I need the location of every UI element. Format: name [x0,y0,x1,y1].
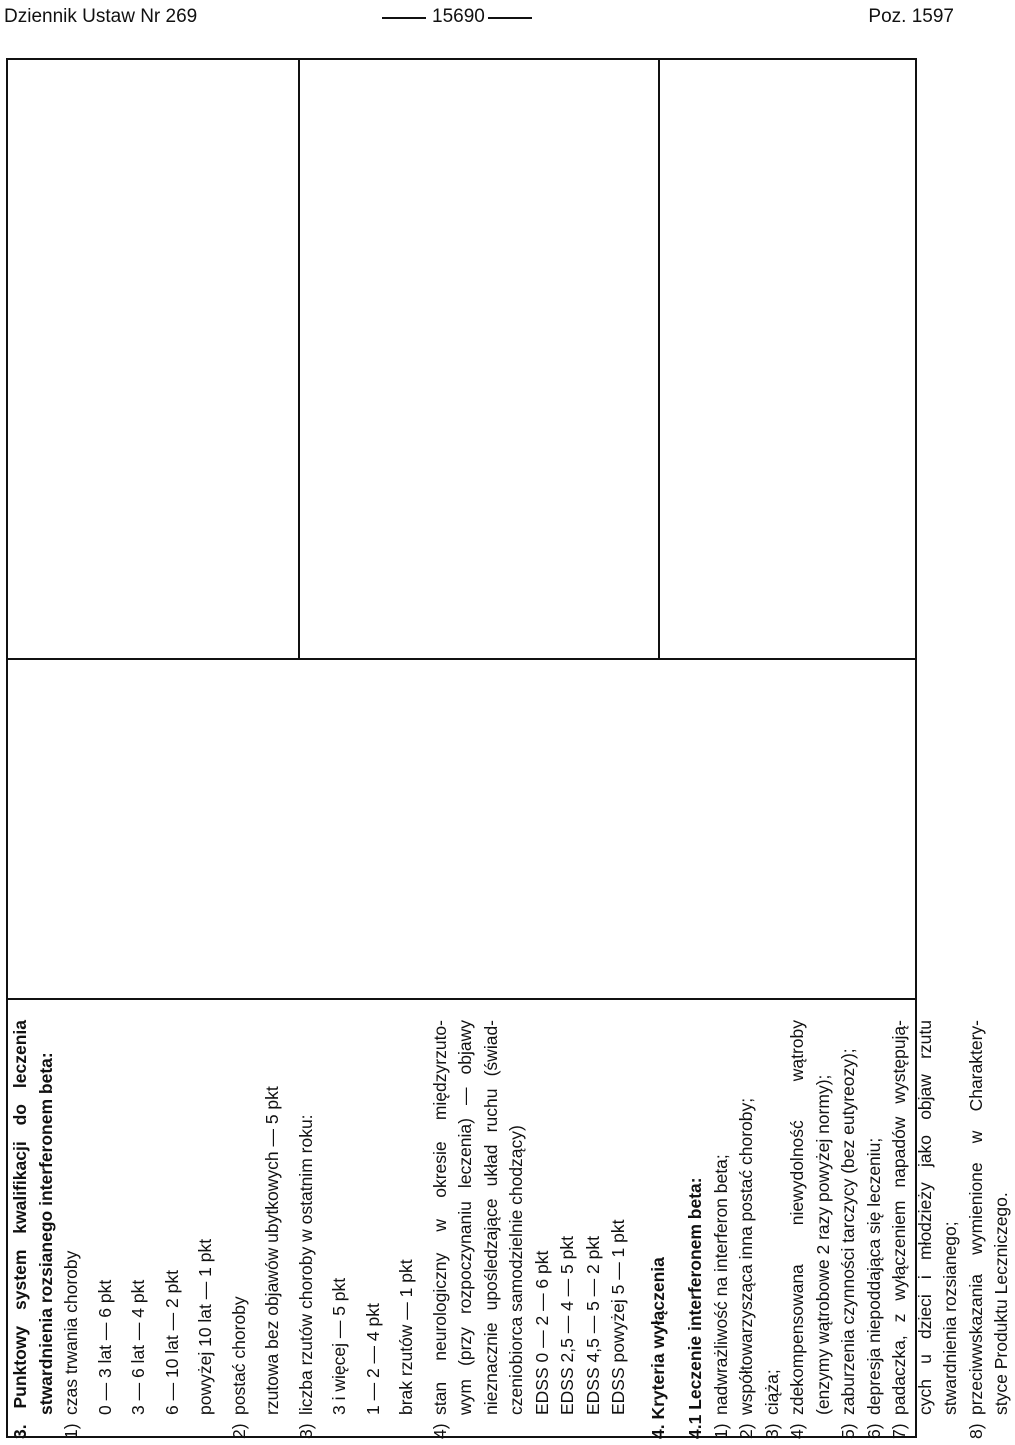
exclusion-list [709,1020,1015,1439]
table-divider-1 [8,658,915,660]
exclusion-item: 2) współtowarzysząca inna postać choroby; [736,1097,756,1439]
score-line: 1 — 2 — 4 pkt [362,1303,383,1415]
score-line: rzutowa bez objawów ubytkowych — 5 pkt [262,1086,282,1415]
exclusion-item: 7) padaczka, z wyłączeniem napadów występują- cych u dzieci i młodzieży jako objaw rzutu stwardnienia rozsianego; [889,1020,960,1439]
list-item: 3) liczba rzutów choroby w ostatnim roku: [295,1114,316,1439]
position-number: Poz. 1597 [868,6,954,27]
section-3-title: 3. Punktowy system kwalifikacji do leczenia stwardnienia rozsianego interferonem beta: [10,1020,56,1439]
section-4-1-title: 4.1 Leczenie interferonem beta: [685,1177,705,1439]
score-line: EDSS 0 — 2 — 6 pkt [531,1250,552,1415]
table-column-line-2 [658,60,660,658]
journal-name: Dziennik Ustaw Nr 269 [4,6,198,27]
exclusion-item: 6) depresja niepoddająca się leczeniu; [863,1137,884,1439]
exclusion-item: 1) nadwrażliwość na interferon beta; [710,1154,731,1439]
exclusion-item: 5) zaburzenia czynności tarczycy (bez eutyreozy); [838,1048,858,1439]
score-line: EDSS powyżej 5 — 1 pkt [608,1219,628,1415]
header-dash-right [488,17,532,19]
score-line: 0 — 3 lat — 6 pkt [94,1279,115,1415]
score-line: EDSS 4,5 — 5 — 2 pkt [582,1236,603,1415]
header-dash-left [382,17,426,19]
rotated-content [0,1005,1011,1445]
exclusion-item: 4) zdekompensowana niewydolność wątroby (enzymy wątrobowe 2 razy powyżej normy); [787,1020,833,1439]
score-line: 3 i więcej — 5 pkt [329,1277,349,1415]
score-line: 3 — 6 lat — 4 pkt [128,1279,148,1415]
criteria-column [0,1020,1011,1445]
table-divider-2 [8,998,915,1000]
page-header [0,0,960,36]
list-item: 2) postać choroby [228,1296,249,1439]
score-line: powyżej 10 lat — 1 pkt [195,1238,215,1415]
score-line: 6 — 10 lat — 2 pkt [161,1270,182,1415]
list-item: 4) stan neurologiczny w okresie międzyrzuto- wym (przy rozpoczynaniu leczenia) — objawy nieznacznie upośledzające układ ruchu (świad- czeniobiorca samodzielnie chodzący) [429,1020,526,1439]
page-number: 15690 [432,6,485,27]
list-item: 1) czas trwania choroby [61,1250,81,1439]
score-line: EDSS 2,5 — 4 — 5 pkt [557,1236,577,1415]
exclusion-item: 3) ciąża; [761,1369,782,1439]
exclusion-item: 8) przeciwwskazania wymienione w Charaktery- styce Produktu Leczniczego. [965,1020,1011,1439]
table-column-line-1 [298,60,300,658]
score-line: brak rzutów — 1 pkt [396,1259,416,1415]
section-4-title: 4. Kryteria wyłączenia [647,1257,668,1439]
